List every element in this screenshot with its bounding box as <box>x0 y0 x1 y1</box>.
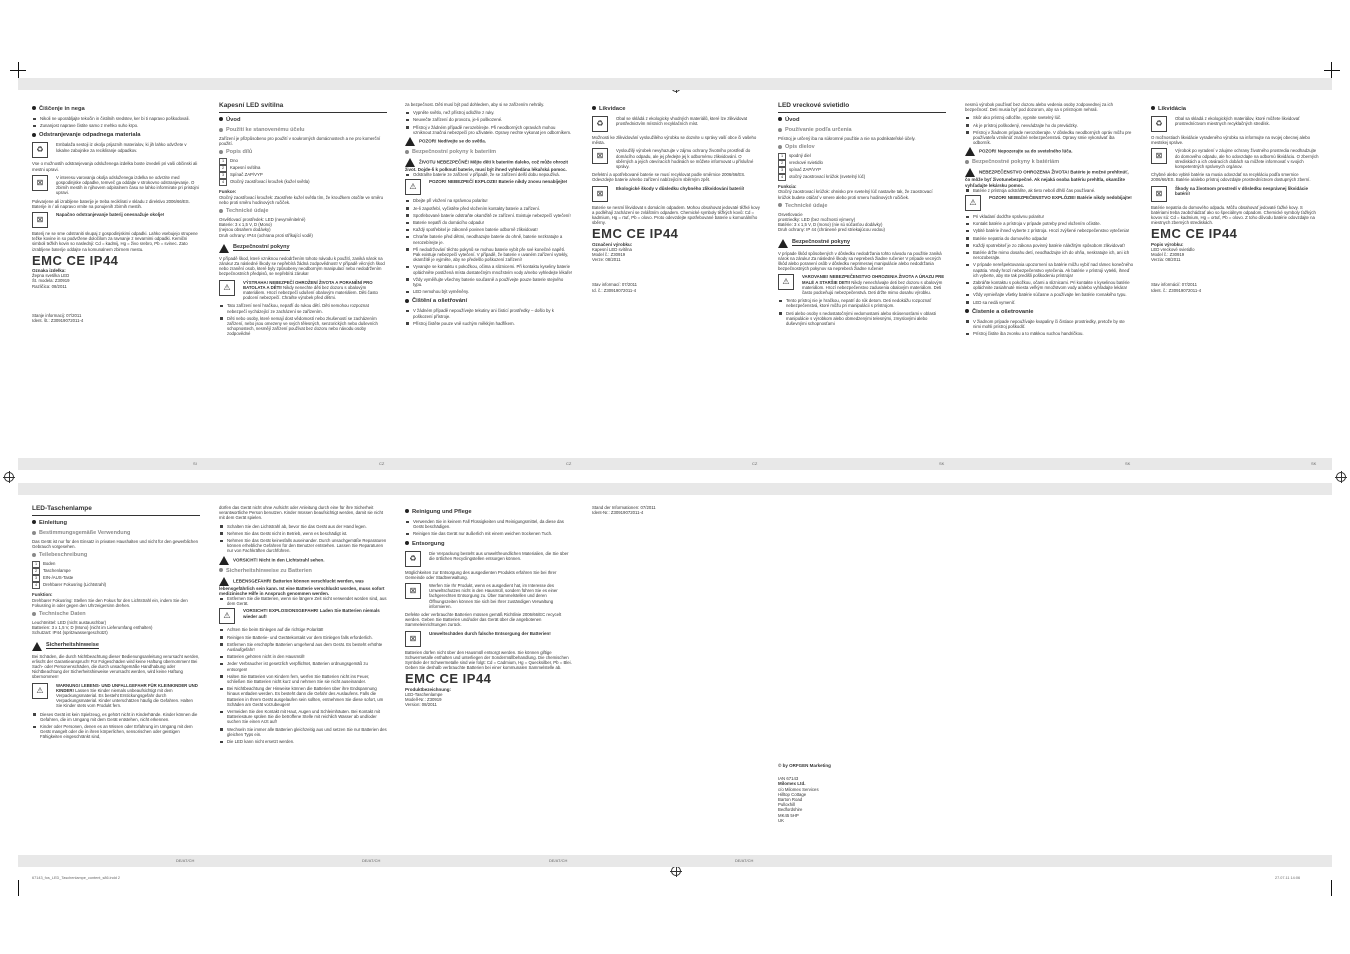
paragraph: Bei Schäden, die durch Nichtbeachtung dieser Bedienungsanleitung verursacht werden, erlischt der Garantieanspruch! Für Folgeschäden wird keine Haftung übernommen! Bei Sach- oder Personenschäden, die durch unsachgemäße Handhabung oder Nichtbeachtung der Sicherheitshinweise verursacht werden, wird keine Haftung übernommen! <box>32 653 200 680</box>
list-item: Každý spotřebitel je zákonně povinen baterie odborně zlikvidovat! <box>405 227 573 232</box>
paragraph: Možnosti ke zlikvidování vysloužilého výrobku se dozvíte u správy vaší obce či vašeho města. <box>592 135 757 146</box>
child-warning-icon: ⚠ <box>219 280 235 296</box>
list-item: Ak je prístroj poškodený, nevvádzajte ho do prevádzky. <box>965 123 1133 128</box>
product-line: Kapesní LED svítilna <box>592 246 632 252</box>
list-item: Neuvečte zařízení do provozu, je-li poškozené. <box>405 117 573 122</box>
paragraph: nesmú výrobok používať bez dozoru alebo vedenia osoby zodpovednej za ich bezpečnosť. Deti musia byť pod dozorom, aby sa s prístrojom nehrali. <box>965 102 1114 113</box>
list-item: Nehmen Sie das Gerät nicht in Betrieb, wenn es beschädigt ist. <box>219 531 387 536</box>
warning-text: Nikdy nenechávajte deti bez dozoru s obalovým materiálom. Hrozí nebezpečenstvo zadusenia obalovým materiálom. Deti často podceňujú nebezpečenstvá. Deti držte mimo dosahu výrobku. <box>802 279 943 296</box>
paragraph: Výrobok po vyradení v záujme ochrany životného prostredia neodhadzujte do domového odpadu, ale ho odovzdajte na odbornú likvidáciu. O zberných strediskách a ich otváracích dobách sa môžete informovať v svojich kompetentných správnych orgánov. <box>1175 148 1319 170</box>
list-item: V žádném případě nepoužívejte tekutiny ani čisticí prostředky – došlo by k poškození přístroje. <box>405 308 573 318</box>
info-line: Ident. št.: Z30919072011-4 <box>32 318 84 324</box>
list-item: Baterie nepatří do domácího odpadu! <box>405 220 573 225</box>
address-line: UK <box>778 817 784 823</box>
paragraph: V prípade škôd spôsobených v dôsledku nedodržania tohto návodu na použitie zaniká nárok na záruku! Za následné škody sa nepreberá žiadne ručenie! V prípade vecných škôd alebo poranení osôb v dôsledku neprimeraej manipulácie alebo nedodržania bezpečnostných pokynov sa nepreberá žiadne ručenie! <box>778 250 942 272</box>
section-heading: Reinigung und Pflege <box>405 509 573 516</box>
info-line: Ident. č.: Z30919072011-4 <box>1151 287 1202 293</box>
list-item: Při nedodržování těchto pokynů se mohou baterie vybít pře své konečné napětí. Pak existuje nebezpečí vytečení. V případě, že baterie v uvaném zařízení vytekly, okamžitě je vyjměte, aby se předešlo poškození zařízení! <box>405 247 573 263</box>
address-line: Hilltop Cottage <box>778 791 807 797</box>
address-line: c/o Milomex Services <box>778 786 819 792</box>
info-line: Stanje informacij: 07/2011 <box>32 312 82 318</box>
page-number: CZ <box>752 461 758 466</box>
parts-list: 1 spodný diel 2 vreckové svietidlo 3 spínač ZAP/VYP 4 otočný zaostrovací krúžok (svetelný lúč) <box>778 153 946 181</box>
section-heading: Likvidácia <box>1151 106 1319 113</box>
paragraph: V případě škod, které vzniknou nedodržením tohoto návodu k použití, zaniká nárok na záruku! Za následné škody se nepřebírá žádná zodpovědnost! V případě věcných škod nebo zranění osob, které byly způsobeny neodborným manipulací nebo nedodržením bezpečnostních předpisů, se nepřebírá záruka! <box>219 255 385 277</box>
paragraph: dürfen das Gerät nicht ohne Aufsicht oder Anleitung durch eine für ihre Sicherheit verantwortliche Person benutzen. Kinder müssen beaufsichtigt werden, damit sie nicht mit dem Gerät spielen. <box>219 505 384 521</box>
list-item: Jeder Verbraucher ist gesetzlich verpflichtet, Batterien ordnungsgemäß zu entsorgen! <box>219 661 387 671</box>
tech-line: Osvětlovací prostředek: LED (nevyměnitelné) <box>219 217 306 223</box>
emc-ce-ip44-marks: EMC CE IP44 <box>32 252 119 268</box>
list-item: Odstraňte baterie ze zařízení v případě, že se zařízení delší dobu nepoužívá. <box>405 172 573 177</box>
list-item: Každý spotrebiteľ je zo zákona povinný batérie náležitým spôsobom zlikvidovať! <box>965 243 1133 248</box>
info-line: Id. č.: Z30919072011-4 <box>592 287 637 293</box>
recycle-icon: ♻ <box>32 142 48 158</box>
list-item: Entfernen Sie erschöpfte Batterien umgehend aus dem Gerät. Es besteht erhöhte Auslaufgefahr! <box>219 642 387 652</box>
list-item: Prístroj čistite iba zvonku a to mäkkou suchou handričkou. <box>965 331 1133 336</box>
paragraph: Otočný zaostrovací krúžok: ohnisko pre svetelný lúč nastavíte tak, že zaostrovací krúžok budete otáčať v smere alebo proti smeru hodinových ručičiek. <box>778 189 933 200</box>
paragraph: Möglichkeiten zur Entsorgung des ausgedienten Produkts erfahren Sie bei Ihrer Gemeinde oder Stadtverwaltung. <box>405 569 557 580</box>
warning-text: VORSICHT! EXPLOSIONSGEFAHR! Laden Sie Batterien niemals wieder auf! <box>243 608 380 619</box>
paragraph: Baterie se nesmí likvidovat s domácím odpadem. Mohou obsahovat jedovaté těžké kovy a podléhají zacházení se zvláštním odpadem. Chemické symboly těžkých kovů: Cd = kadmium, Hg = rtuť, Pb = olovo. Proto odevzdejte spotřebované baterie u komunálního sběrny. <box>592 204 760 226</box>
subsection-heading: Opis dielov <box>778 144 946 151</box>
warning-text: Nikdy nenechte děti bez dozoru s obalovým materiálem. Hrozí nebezpečí udušení obalovým materiálem. Děti často podcení nebezpečí. Chraňte výrobek před dětmi. <box>243 284 378 301</box>
warning-text: POZOR! NEBEZPEČENSTVO EXPLÓZIE! Batérie nikdy nedobíjajte! <box>989 195 1132 201</box>
paragraph: Die Verpackung besteht aus umweltfreundlichen Materialien, die Sie über die örtlichen Recyclingstellen entsorgen können. <box>429 550 569 561</box>
list-item: V žiadnom prípade nepoužívajte kvapaliny či čistiace prostriedky, pretože by ste nimi mohli prístroj poškodiť. <box>965 319 1133 329</box>
list-item: Deti alebo osoby s nedostatočnými vedomostami alebo skúsenosťami v oblasti manipulácie s výrobkom alebo obmedzenými telesnými, zmyslovými alebo duševnými schopnosťami <box>778 311 946 327</box>
list-item: Entfernen Sie die Batterien, wenn sie längere Zeit nicht verwendet worden sind, aus dem Gerät. <box>219 596 387 606</box>
list-item: Bei Nichtbeachtung der Hinweise können die Batterien über ihre Endspannung hinaus entladen werden. Es besteht dann die Gefahr des Auslaufens. Falls die Batterien in Ihrem Gerät ausgelaufen sein sollten, entnehmen Sie diese sofort, um Schäden am Gerät vorzubeugen! <box>219 686 387 707</box>
warning-text: Lassen Sie Kinder niemals unbeaufsichtigt mit dem Verpackungsmaterial. Es besteht Erstickungsgefahr durch Verpackungsmaterial. Kinder unterschätzen häufig die Gefahren. Halten Sie Kinder stets vom Produkt fern. <box>56 687 193 709</box>
column-sk-3 <box>1151 102 1319 293</box>
list-item: Děti nebo osoby, které nemají dost vědomostí nebo zkušeností se zacházením zařízení, nebo jsou omezeny ve svých tělesných, senzorických nebo duševních schopnostech, nesmějí zařízení používat bez dozoru nebo návodu osoby zodpovědné <box>219 316 387 337</box>
tech-line: Schutzart: IP44 (spritzwassergeschützt) <box>32 630 108 636</box>
product-line: Version: 08/2011 <box>405 702 437 708</box>
list-item: Je-li zapotřebí, vyčistěte před vložením kontakty baterie a zařízení. <box>405 206 573 211</box>
paragraph: Pokvarjene ali izrabljene baterije je treba reciklirati v skladu z direktivo 2006/66/ES. Baterije in / ali napravo vrnite na ponujenih zbirnih mestih. <box>32 198 190 209</box>
list-item: Batérie držte mimo dosahu detí, neodhadzujte ich do ohňa, neskratujte ich, ani ich nerozoberajte. <box>965 250 1133 260</box>
list-item: Batterien gehören nicht in den Hausmüll! <box>219 654 387 659</box>
section-heading: Úvod <box>219 117 387 124</box>
product-line: LED-Taschenlampe <box>405 691 443 697</box>
page-number: DE/AT/CH <box>735 858 754 863</box>
paragraph: Defekte oder verbrauchte Batterien müssen gemäß Richtlinie 2006/66/EC recycelt werden. Geben Sie Batterien und/oder das Gerät über die angebotenen Sammeleinrichtungen zurück. <box>405 612 562 628</box>
child-warning-icon: ⚠ <box>778 274 794 290</box>
subsection-heading: Technické údaje <box>219 208 387 215</box>
list-item: Pri vkladaní dodržte správnu polaritu! <box>965 214 1133 219</box>
list-item: Batérie z prístroja odstráňte, ak tieto nebolí dlhší čas používané. <box>965 188 1133 193</box>
danger-text: ŽIVOTU NEBEZPEČNÉ! Mějte děti k bateriím daleko, což může ohrozit život. Dojde-li k polknutí baterie, musí být ihned vyhledána lékařská pomoc. <box>405 159 569 173</box>
info-line: Stand der Informationen: 07/2011 <box>592 505 656 510</box>
page-number: SI <box>193 461 197 466</box>
emc-ce-ip44-marks: EMC CE IP44 <box>592 226 679 242</box>
caution-text: VORSICHT! Nicht in den Lichtstrahl sehen. <box>219 556 387 565</box>
list-item: Tato zařízení není hračkou, nepatří do rukou dětí. Děti nemohou rozpoznat nebezpečí vycházející ze zacházení se zařízením. <box>219 303 387 313</box>
info-line: Ident-Nr.: Z30919072011-4 <box>592 510 644 516</box>
caution-text: POZOR! Nepozerajte sa do svetelného lúča. <box>965 147 1133 156</box>
paragraph: Prístroj je určený iba na súkromné použitie a nie na podnikateľské účely. <box>778 136 916 141</box>
child-warning-icon: ⚠ <box>32 683 48 699</box>
warning-icon <box>32 642 42 651</box>
paragraph: Embalaža sestoji iz okolju prijaznih materialov, ki jih lahko odvržete v lokalne zabojnike za recikliranje odpadkov. <box>56 142 187 153</box>
page-number: CZ <box>379 461 385 466</box>
address-line: Milomex Ltd. <box>778 781 806 787</box>
recycle-icon: ♻ <box>405 551 421 567</box>
column-cz-1 <box>219 102 387 339</box>
battery-bin-icon: ⊠ <box>1151 186 1167 202</box>
paragraph: V interesu varovanja okolja odsluženega izdelka ne odvrzite med gospodinjske odpadke, temveč ga oddajte v strokovno odstranjevanje. O zbirnih mestih in njihovem odpiralnem času se lahko informirate pri pristojni upravi. <box>56 174 199 196</box>
warning-text: Škody na životnom prostredí v dôsledku nesprávnej likvidácie batérií! <box>1175 185 1309 196</box>
product-line: Različica: 08/2011 <box>32 283 67 289</box>
list-item: Nehmen Sie das Gerät keinesfalls auseinander. Durch unsachgemäße Reparaturen können erhebliche Gefahren für den Benutzer entstehen. Lassen Sie Reparaturen nur von Fachkräften durchführen. <box>219 538 387 554</box>
list-item: Wechseln Sie immer alle Batterien gleichzeitig aus und setzen Sie nur Batterien des gleichen Typs ein. <box>219 727 387 737</box>
address-line: Barton Road <box>778 797 803 803</box>
subsection-heading: Bezpečnostní pokyny k bateriím <box>405 149 573 156</box>
warning-head: VAROVANIE! NEBEZPEČENSTVO OHROZENIA ŽIVOTA A ÚRAZU PRE MALÉ A STARŠIE DETI! <box>802 274 945 285</box>
page-title: Kapesní LED svítilna <box>219 102 387 113</box>
page-number-band <box>18 458 1332 470</box>
subsection-heading: Používanie podľa určenia <box>778 127 946 134</box>
file-slug: 67143_fos_LED_Taschenlampe_content_s86.indd 2 <box>32 876 121 880</box>
paragraph: Vysloužilý výrobek nevyhazujte v zájmu ochrany životního prostředí do domácího odpadu, ale jej předejte jej k odbornému zlikvidování. O sběrných a jejich otevíracích hodinách se můžete informovat u příslušné správy. <box>616 148 754 170</box>
product-line: Verzia: 08/2011 <box>1151 257 1181 263</box>
warning-text: Umweltschäden durch falsche Entsorgung der Batterien! <box>429 630 551 636</box>
list-item: Kontakt batérie a prístroja v prípade potreby pred vložením očistite. <box>965 221 1133 226</box>
tech-line: Osvetlovacie <box>778 211 803 217</box>
danger-text: LEBENSGEFAHR! Batterien können verschluckt werden, was lebensgefährlich sein kann. Ist eine Batterie verschluckt worden, muss sofort medizinische Hilfe in Anspruch genommen werden. <box>219 578 385 596</box>
parts-list: 1 Boden 2 Taschenlampe 3 EIN-/AUS-Taste 4 Drehbarer Fokusring (Lichtstrahl) <box>32 561 200 589</box>
subsection-heading: Bezpečnostné pokyny k batériám <box>965 159 1133 166</box>
column-sk-2 <box>965 102 1133 338</box>
product-line: Žepna svetilka LED <box>32 273 70 279</box>
registration-mark-icon <box>4 472 14 482</box>
list-item: Vyvarujte se kontaktu s pokožkou, očima a sliznicemi. Při kontaktu kyseliny baterie opláchněte postižená místa dostatečným množstvím vody a/nebo vyhledejte lékaře! <box>405 264 573 274</box>
tech-line: Batérie: 3 x 1,5 V, D (mono) (nie sú súčasťou dodávky) <box>778 222 883 228</box>
list-item: Achten Sie beim Einlegen auf die richtige Polarität! <box>219 627 387 632</box>
crop-mark <box>10 70 26 71</box>
paragraph: Obal sa skladá z ekologických materiálov, ktoré môžete likvidovať prostredníctvom miestnych recyklačných stredísk. <box>1175 116 1300 127</box>
warning-icon <box>405 158 415 167</box>
paragraph: O možnostiach likvidácie vyradeného výrobku sa informujte na svojej obecnej alebo mestskej správe. <box>1151 135 1311 146</box>
list-item: Reinigen Sie Batterie- und Gerätekontakt vor dem Einlegen falls erforderlich. <box>219 635 387 640</box>
tech-line: Druh ochrany: IP44 (ochrana proti stříkající vodě) <box>219 232 313 238</box>
battery-bin-icon: ⊠ <box>592 186 608 202</box>
column-de-2 <box>219 505 387 746</box>
list-item: LED nemohou být vyměněny. <box>405 289 573 294</box>
crossed-bin-icon: ⊠ <box>592 148 608 164</box>
column-cz-2 <box>405 102 573 328</box>
list-item: Vypněte světlo, než přístroj odložíte z ruky. <box>405 110 573 115</box>
page-number: SK <box>1311 461 1317 466</box>
warning-head: VÝSTRAHA! NEBEZPEČÍ OHROŽENÍ ŽIVOTA A PORANĚNÍ PRO BATOLATA A DĚTI! <box>243 279 373 290</box>
paragraph: Otočný zaostřovací kroužek: Zaostřete kužel světla tím, že kroužkem otočíte ve směru nebo proti směru hodinových ručiček. <box>219 194 384 205</box>
battery-bin-icon: ⊠ <box>405 631 421 647</box>
column-de-3 <box>405 505 573 707</box>
page-number-band <box>18 855 1332 867</box>
product-line: LED vreckové svietidlo <box>1151 246 1195 252</box>
subsection-heading: Sicherheitshinweise zu Batterien <box>219 568 387 575</box>
page-number: SK <box>1125 461 1131 466</box>
recycle-icon: ♻ <box>592 116 608 132</box>
list-item: Tento prístroj nie je hračkou, nepatrí do rúk detom. Deti nedokážu rozpoznať nebezpečenstvá, ktoré môžu pri manipulácii s prístrojom. <box>778 298 946 308</box>
product-line: Model č.: Z30919 <box>592 252 626 258</box>
tech-line: Druh ochrany: IP 44 (chránené pred striekajúcou vodou) <box>778 227 885 233</box>
page-title: LED-Taschenlampe <box>32 505 200 516</box>
info-line: Stav informácií: 07/2011 <box>1151 282 1198 288</box>
registration-mark-icon <box>671 866 681 876</box>
subsection-heading: Teilebeschreibung <box>32 552 200 559</box>
caution-text: POZOR! Nedívejte se do světla. <box>405 137 573 146</box>
crop-mark <box>1324 70 1340 71</box>
column-cz-3 <box>592 102 760 293</box>
subsection-heading: Bestimmungsgemäße Verwendung <box>32 530 200 537</box>
imprint-column <box>778 763 946 823</box>
list-item: Die LED kann nicht ersetzt werden. <box>219 739 387 744</box>
explosion-warning-icon: ⚠ <box>405 179 421 195</box>
info-line: Stav informací: 07/2011 <box>592 282 638 288</box>
danger-text: NEBEZPEČENSTVO OHROZENIA ŽIVOTA! Batérie je možné prehltnúť, čo môže byť životunebezpečné. Ak nejaká osoba batériu prehltla, okamžite vyhľadajte lekársku pomoc. <box>965 170 1129 188</box>
list-item: Zabráňte kontaktu s pokožkou, očami a sliznicami. Pri kontakte s kyselinou batérie opláchnite zasiahnuté miesta veľkým množstvom vody a/alebo vyhľadajte lekára! <box>965 280 1133 290</box>
warning-text: POZOR! NEBEZPEČÍ EXPLOZE! Baterie nikdy znovu nenabíjejte! <box>429 179 568 185</box>
section-heading: Odstranjevanje odpadnega materiala <box>32 132 200 139</box>
section-heading: Likvidace <box>592 106 760 113</box>
warning-text: Napačno odstranjevanje baterij onesnažuje okolje! <box>56 212 165 218</box>
function-label: Funkce: <box>219 189 237 195</box>
product-label: Popis výrobku: <box>1151 241 1184 247</box>
column-sk-1 <box>778 102 946 328</box>
tech-line: prostriedky: LED (bez možnosti výmeny) <box>778 217 856 223</box>
list-item: Vermeiden Sie den Kontakt mit Haut, Augen und Schleimhäuten. Bei Kontakt mit Batteriesäure spülen Sie die betroffene Stelle mit reichlich Wasser ab und/oder suchen Sie einen Arzt auf! <box>219 709 387 725</box>
safety-heading: Bezpečnostní pokyny <box>219 244 387 253</box>
header-band <box>18 483 1332 495</box>
page-number: DE/AT/CH <box>362 858 381 863</box>
warning-icon <box>405 137 415 146</box>
section-heading: Čiščenje in nega <box>32 106 200 113</box>
list-item: Chraňte baterie před dětmi, neodhazujte baterie do ohně, baterie nezkratujte a nerozebírejte je. <box>405 234 573 244</box>
column-de-1 <box>32 505 200 742</box>
registration-mark-icon <box>1336 472 1346 482</box>
section-heading: Úvod <box>778 117 946 124</box>
paragraph: Werfen Sie Ihr Produkt, wenn es ausgedient hat, im Interesse des Umweltschutzes nicht in den Hausmüll, sondern führen Sie es einer fachgerechten Entsorgung zu. Über Sammelstellen und deren Öffnungszeiten können Sie sich bei Ihrer zuständigen Verwaltung informieren. <box>429 583 558 609</box>
paragraph: za bezpečnost. Děti musí být pod dohledem, aby si se zařízením nehrály. <box>405 102 545 107</box>
subsection-heading: Technische Daten <box>32 611 200 618</box>
warning-icon <box>219 556 229 565</box>
product-line: Št. modela: Z30919 <box>32 278 70 284</box>
list-item: Skôr ako prístroj odložíte, vypnite svetelný lúč. <box>965 115 1133 120</box>
product-line: Verze: 08/2011 <box>592 257 621 263</box>
function-label: Funktion: <box>32 592 53 598</box>
recycle-icon: ♻ <box>1151 116 1167 132</box>
page-number: DE/AT/CH <box>176 858 195 863</box>
column-si-end <box>32 102 200 323</box>
list-item: Kinder oder Personen, denen es an Wissen oder Erfahrung im Umgang mit dem Gerät mangelt oder die in ihren körperlichen, sensorischen oder geistigen Fähigkeiten eingeschränkt sind, <box>32 724 200 740</box>
emc-ce-ip44-marks: EMC CE IP44 <box>1151 226 1238 242</box>
address-line: Bedfordshire <box>778 807 803 813</box>
crossed-bin-icon: ⊠ <box>1151 148 1167 164</box>
list-item: Vždy vyměňujte všechny baterie současně a používejte pouze baterie stejného typu. <box>405 277 573 287</box>
list-item: Vždy vymieňajte všetky batérie súčasne a používajte len batérie rovnakého typu. <box>965 292 1133 297</box>
product-line: Model č.: Z30919 <box>1151 252 1185 258</box>
emc-ce-ip44-marks: EMC CE IP44 <box>405 671 492 687</box>
address-line: MK45 5HP <box>778 812 799 818</box>
crossed-bin-icon: ⊠ <box>32 175 48 191</box>
tech-line: Baterie: 3 x 1,5 V, D (Mono) <box>219 222 272 228</box>
list-item: Halten Sie Batterien von Kindern fern, werfen Sie Batterien nicht ins Feuer, schließen Sie Batterien nicht kurz und nehmen Sie sie nicht auseinander. <box>219 674 387 684</box>
tech-line: Leuchtmittel: LED (nicht austauschbar) <box>32 620 107 626</box>
section-heading: Entsorgung <box>405 541 573 548</box>
paragraph: Das Gerät ist nur für den Einsatz in privaten Haushalten und nicht für den gewerblichen Gebrauch vorgesehen. <box>32 539 199 550</box>
tech-line: Batterien: 3 x 1,5 V, D (Mono) (nicht im Lieferumfang enthalten) <box>32 625 153 631</box>
paragraph: Defektní a opotřebované baterie se musí recyklovat podle směrnice 2006/66/ES. Odevzdejte baterie a/nebo zařízení nabízejícím sběrným zpět. <box>592 172 746 183</box>
explosion-warning-icon: ⚠ <box>219 608 235 624</box>
address-line: Pulloxhill <box>778 802 795 808</box>
product-label: Označení výrobku: <box>592 241 633 247</box>
section-heading: Čištění a ošetřování <box>405 298 573 305</box>
column-de-4 <box>592 505 760 515</box>
paragraph: Chybné alebo vybité batérie sa musia odovzdať na recykláciu podľa smernice 2006/66/ES. Batérie a/alebo prístroj odovzdajte prostredníctvom dostupných zberní. <box>1151 172 1311 183</box>
list-item: Schalten Sie den Lichtstrahl ab, bevor Sie das Gerät aus der Hand legen. <box>219 524 387 529</box>
header-band <box>18 78 1332 90</box>
list-item: Dbejte při vložení na správnou polaritu! <box>405 198 573 203</box>
product-label: Produktbezeichnung: <box>405 686 451 692</box>
list-item: Přístroj v žádném případě nerozebírejte. Při neodborných opravách mohou vzniknout značná nebezpečí pro uživatele. Opravy nechte vykonat jen odborníkem. <box>405 125 573 135</box>
warning-icon <box>965 147 975 156</box>
print-timestamp: 27.07.11 14:06 <box>1275 876 1301 880</box>
page-number: DE/AT/CH <box>549 858 568 863</box>
warning-head: WARNUNG! LEBENS- UND UNFALLGEFAHR FÜR KLEINKINDER UND KINDER! <box>56 682 198 693</box>
subsection-heading: Použití ke stanovenému účelu <box>219 127 387 134</box>
list-item: Dieses Gerät ist kein Spielzeug, es gehört nicht in Kinderhände. Kinder können die Gefahren, die im Umgang mit dem Gerät entstehen, nicht erkennen. <box>32 712 200 722</box>
safety-heading: Sicherheitshinweise <box>32 642 200 651</box>
list-item: Verwenden Sie in keinem Fall Flüssigkeiten und Reinigungsmittel, da diese das Gerät beschädigen. <box>405 519 573 529</box>
paragraph: Zařízení je přizpůsobeno pro použití v soukromých domácnostech a ne pro komerční použití. <box>219 136 381 147</box>
page-number: SK <box>939 461 945 466</box>
subsection-heading: Technické údaje <box>778 203 946 210</box>
paragraph: Drehbarer Fokusring: Stellen Sie den Fokus für den Lichtstrahl ein, indem Sie den Fokusring in oder gegen den Uhrzeigersinn drehen. <box>32 597 188 608</box>
crossed-bin-icon: ⊠ <box>405 583 421 599</box>
subsection-heading: Popis dílů <box>219 149 387 156</box>
warning-icon <box>219 577 229 586</box>
list-item: Spotřebované baterie odstraňte okamžitě ze zařízení. Existuje nebezpečí vytečení! <box>405 213 573 218</box>
warning-icon <box>219 244 229 253</box>
parts-list: 1 Dno 2 Kapesní svítilna 3 Spínač ZAP/VYP 4 Otočný zaostřovací kroužek (kužel světla) <box>219 158 387 186</box>
product-line: Modell-Nr.: Z30919 <box>405 697 442 703</box>
function-label: Funkcia: <box>778 184 797 190</box>
list-item: Vybité batérie ihneď vyberte z prístroja. Hrozí zvýšené nebezpečenstvo vytečenia! <box>965 228 1133 233</box>
page-title: LED vreckové svietidlo <box>778 102 946 113</box>
warning-icon <box>965 168 975 177</box>
warning-icon <box>778 239 788 248</box>
list-item: Batérie nepatria do domového odpadu! <box>965 236 1133 241</box>
paragraph: Baterij ne se sme odstraniti skupaj z gospodinjskimi odpadki. Lahko vsebujejo strupene težke kovine in so podvržene določilom za ravnanje z nevarnimi odpadki. Kemični simboli težkih kovin so naslednji: Cd = kadmij, Hg = živo srebro, Pb = svinec. Zato izrabljene baterije oddajte na komunalnem zbirnem mestu. <box>32 231 198 252</box>
copyright: © by ORFGEN Marketing <box>778 763 831 768</box>
crop-mark <box>1331 880 1332 896</box>
crop-mark <box>18 880 19 896</box>
tech-line: (nejsou obsahem dodávky) <box>219 227 271 233</box>
list-item: Prístroj v žiadnom prípade nerozoberajte. V dôsledku neodborných opráv môžu pre používateľa vzniknúť značné nebezpečenstvá. Opravy smie vykonávať iba odborník. <box>965 130 1133 146</box>
paragraph: Batérie nepatria do domového odpadu. Môžu obsahovať jedovaté ťažké kovy. S batériami treba zaobchádzať ako so špeciálnym odpadom. Chemické symboly ťažkých kovov sú: Cd = kadmium, Hg = ortuť, Pb = olovo. Z toho dôvodu batérie odovzdajte na miestnych zberných strediskách. <box>1151 204 1316 226</box>
paragraph: Batterien dürfen nicht über den Hausmüll entsorgt werden. Sie können giftige Schwermetalle enthalten und unterliegen der Sondermüllbehandlung. Die chemischen Symbole der Schwermetalle sind wie folgt: Cd = Cadmium, Hg = Quecksilber, Pb = Blei. Geben Sie deshalb verbrauchte Batterien bei einer kommunalen Sammelstelle ab. <box>405 649 572 671</box>
page-number: CZ <box>566 461 572 466</box>
list-item: Reinigen Sie das Gerät nur äußerlich mit einem weichen trockenen Tuch. <box>405 531 573 536</box>
list-item: LED sa nedá vymeniť. <box>965 300 1133 305</box>
product-label: Oznaka izdelka: <box>32 268 66 274</box>
safety-heading: Bezpečnostné pokyny <box>778 239 946 248</box>
explosion-warning-icon: ⚠ <box>965 195 981 211</box>
section-heading: Einleitung <box>32 520 200 527</box>
section-heading: Čistenie a ošetrovanie <box>965 309 1133 316</box>
list-item: Nikoli ne uporabljajte tekočin in čistilnih sredstev, ker bi ti napravo poškodovali. <box>32 116 200 121</box>
paragraph: Vse o možnostih odstranjevanja odsluženega izdelka boste izvedeli pri vaši občinski ali mestni upravi. <box>32 161 198 172</box>
list-item: Přístroj čistěte pouze vně suchým měkkým hadříkem. <box>405 321 573 326</box>
paragraph: Obal se skládá z ekologicky vhodných materiálů, které lze zlikvidovat prostřednictvím místních recyklačních míst. <box>616 116 748 127</box>
list-item: V prípade nerešpektovania upozornení sa batérie môžu vybiť nad rámec konečného napätia. Vtedy hrozí nebezpečenstvo vytečenia. Ak batérie v prístroji vytekli, ihneď ich vyberte, aby ste tak predišli poškodeniu prístroja! <box>965 262 1133 278</box>
address-line: IAN 67143 <box>778 776 799 782</box>
list-item: Zunanjost naprave čistite samo z mehko suho krpo. <box>32 123 200 128</box>
battery-bin-icon: ⊠ <box>32 212 48 228</box>
warning-text: Ekologické škody v důsledku chybného zlikvidování baterií! <box>616 185 745 191</box>
